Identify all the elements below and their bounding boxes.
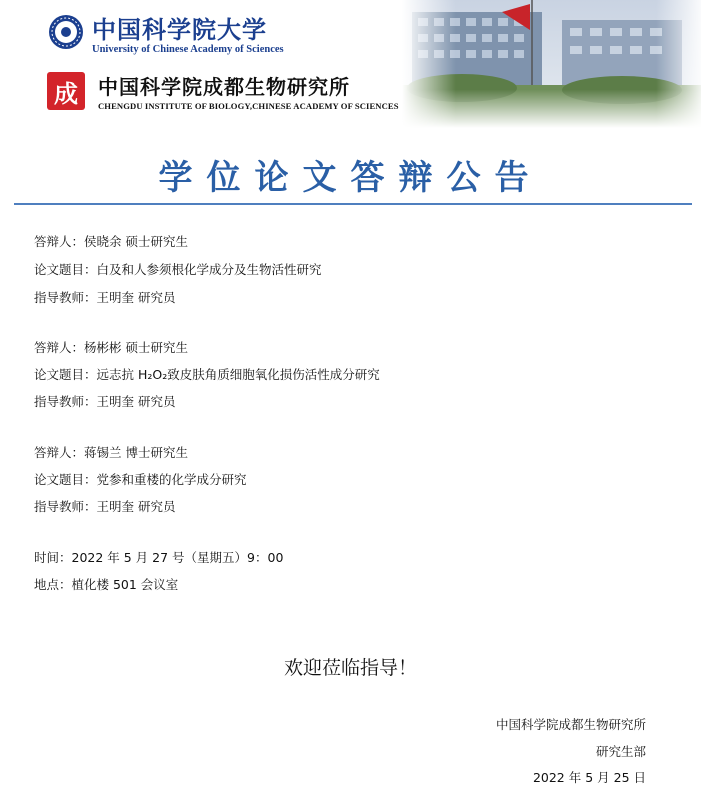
ucas-name-cn: 中国科学院大学: [92, 15, 267, 44]
defense-3-thesis: 论文题目：党参和重楼的化学成分研究: [34, 472, 247, 487]
page-title: 学位论文答辩公告: [158, 158, 543, 198]
signature-org: 中国科学院成都生物研究所: [495, 717, 646, 732]
institute-name-cn: 中国科学院成都生物研究所: [98, 75, 350, 99]
ucas-emblem-icon: [48, 14, 84, 50]
ucas-name-en: University of Chinese Academy of Sciences: [92, 44, 284, 55]
defense-3-candidate: 答辩人：蒋锡兰 博士研究生: [34, 445, 188, 460]
defense-2-advisor: 指导教师：王明奎 研究员: [34, 394, 176, 409]
defense-2-thesis: 论文题目：远志抗 H₂O₂致皮肤角质细胞氧化损伤活性成分研究: [34, 367, 380, 382]
signature-dept: 研究生部: [595, 744, 646, 759]
defense-1-candidate: 答辩人：侯晓余 硕士研究生: [34, 234, 188, 249]
defense-location: 地点：植化楼 501 会议室: [34, 577, 179, 592]
campus-photo: [402, 0, 701, 128]
title-divider: [14, 203, 692, 205]
institute-logo: 成: [47, 72, 85, 110]
defense-3-advisor: 指导教师：王明奎 研究员: [34, 499, 176, 514]
defense-2-candidate: 答辩人：杨彬彬 硕士研究生: [34, 340, 188, 355]
header: [0, 0, 701, 130]
defense-1-thesis: 论文题目：白及和人参须根化学成分及生物活性研究: [34, 262, 322, 277]
signature-date: 2022 年 5 月 25 日: [532, 770, 646, 785]
institute-name-en: CHENGDU INSTITUTE OF BIOLOGY,CHINESE ACADEMY OF SCIENCES: [98, 101, 399, 111]
defense-time: 时间：2022 年 5 月 27 号（星期五）9：00: [34, 550, 284, 565]
welcome-text: 欢迎莅临指导！: [283, 657, 417, 679]
defense-1-advisor: 指导教师：王明奎 研究员: [34, 290, 176, 305]
